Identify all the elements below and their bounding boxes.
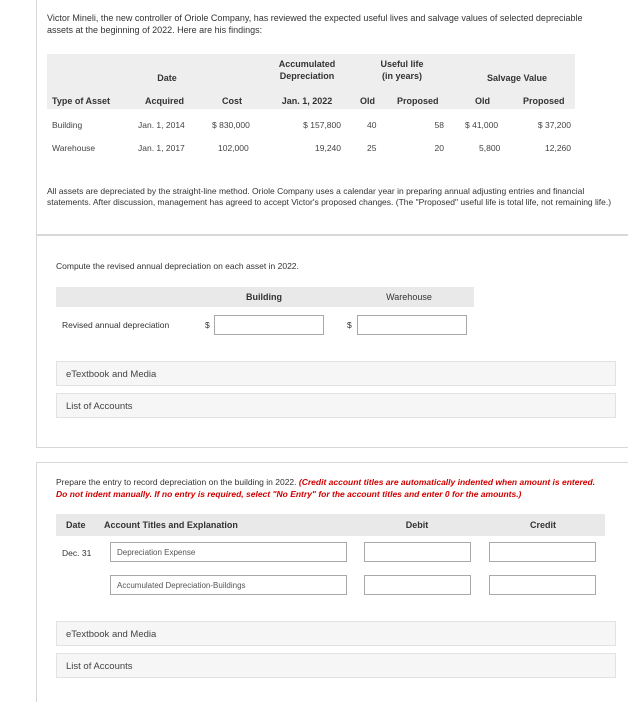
building-depreciation-input[interactable] bbox=[214, 315, 324, 335]
row2-date: Jan. 1, 2017 bbox=[138, 143, 185, 153]
etextbook-label-2: eTextbook and Media bbox=[66, 629, 157, 640]
row1-salvage-old: $ 41,000 bbox=[465, 120, 499, 130]
th-salvage-proposed: Proposed bbox=[523, 96, 565, 106]
th-useful-top2: (in years) bbox=[381, 71, 423, 81]
entry1-date: Dec. 31 bbox=[62, 548, 92, 558]
col-credit: Credit bbox=[529, 520, 556, 530]
part2-instruction-note: (Credit account titles are automatically indented when amount is entered. Do not indent manually. If no entry is required, select "No Entry" for the account titles and enter 0 for the amounts.) bbox=[56, 477, 596, 499]
currency-symbol-building: $ bbox=[205, 320, 210, 330]
etextbook-link-2[interactable] bbox=[56, 621, 616, 646]
th-accum-top1: Accumulated bbox=[278, 59, 336, 69]
part1-instruction: Compute the revised annual depreciation on each asset in 2022. bbox=[56, 261, 299, 271]
th-useful-old: Old bbox=[360, 96, 375, 106]
th-salvage-old: Old bbox=[475, 96, 490, 106]
intro-text: Victor Mineli, the new controller of Oriole Company, has reviewed the expected useful lives and salvage values of selected depreciable assets at the beginning of 2022. Here are his findings: bbox=[47, 13, 583, 35]
th-cost: Cost bbox=[222, 96, 242, 106]
entry1-debit-input[interactable] bbox=[364, 542, 471, 562]
part2-instruction-text: Prepare the entry to record depreciation on the building in 2022. bbox=[56, 477, 297, 487]
entry1-credit-input[interactable] bbox=[489, 542, 596, 562]
list-of-accounts-label-2: List of Accounts bbox=[66, 661, 133, 672]
method-note: All assets are depreciated by the straight-line method. Oriole Company uses a calendar year in preparing annual adjusting entries and financial statements. After discussion, management has agreed to accept Victor's proposed changes. (The "Proposed" useful life is total life, not remaining life.) bbox=[47, 186, 612, 207]
row1-life-proposed: 58 bbox=[434, 120, 444, 130]
th-accum-date: Jan. 1, 2022 bbox=[281, 96, 333, 106]
row2-asset: Warehouse bbox=[52, 143, 96, 153]
revised-depreciation-label: Revised annual depreciation bbox=[62, 320, 170, 330]
col-building: Building bbox=[246, 292, 282, 302]
list-of-accounts-link-2[interactable] bbox=[56, 653, 616, 678]
etextbook-link-1[interactable] bbox=[56, 361, 616, 386]
row2-cost: 102,000 bbox=[218, 143, 249, 153]
list-of-accounts-link-1[interactable] bbox=[56, 393, 616, 418]
entry2-account-select[interactable]: Accumulated Depreciation-Buildings bbox=[110, 575, 347, 595]
th-type-of-asset: Type of Asset bbox=[52, 96, 111, 106]
th-date-acquired: Acquired bbox=[144, 96, 184, 106]
col-date: Date bbox=[66, 520, 86, 530]
th-useful-top1: Useful life bbox=[380, 59, 424, 69]
th-accum-top2: Depreciation bbox=[279, 71, 335, 81]
row1-accum: $ 157,800 bbox=[303, 120, 341, 130]
th-salvage-top: Salvage Value bbox=[486, 73, 548, 83]
col-account-titles: Account Titles and Explanation bbox=[104, 520, 238, 530]
currency-symbol-warehouse: $ bbox=[347, 320, 352, 330]
row2-life-old: 25 bbox=[367, 143, 377, 153]
row1-salvage-proposed: $ 37,200 bbox=[537, 120, 571, 130]
row1-date: Jan. 1, 2014 bbox=[138, 120, 185, 130]
col-debit: Debit bbox=[405, 520, 429, 530]
warehouse-depreciation-input[interactable] bbox=[357, 315, 467, 335]
th-useful-proposed: Proposed bbox=[397, 96, 439, 106]
row2-salvage-proposed: 12,260 bbox=[545, 143, 571, 153]
row2-life-proposed: 20 bbox=[434, 143, 444, 153]
row1-asset: Building bbox=[52, 120, 83, 130]
journal-header-row bbox=[56, 514, 605, 536]
entry2-debit-input[interactable] bbox=[364, 575, 471, 595]
etextbook-label-1: eTextbook and Media bbox=[66, 369, 157, 380]
entry2-credit-input[interactable] bbox=[489, 575, 596, 595]
part1-header-row bbox=[56, 287, 474, 307]
row1-life-old: 40 bbox=[367, 120, 377, 130]
part2-instruction bbox=[56, 476, 606, 500]
col-warehouse: Warehouse bbox=[386, 292, 432, 302]
row2-accum: 19,240 bbox=[315, 143, 341, 153]
row1-cost: $ 830,000 bbox=[212, 120, 250, 130]
list-of-accounts-label-1: List of Accounts bbox=[66, 401, 133, 412]
th-date-top: Date bbox=[157, 73, 177, 83]
row2-salvage-old: 5,800 bbox=[479, 143, 501, 153]
entry1-account-select[interactable]: Depreciation Expense bbox=[110, 542, 347, 562]
